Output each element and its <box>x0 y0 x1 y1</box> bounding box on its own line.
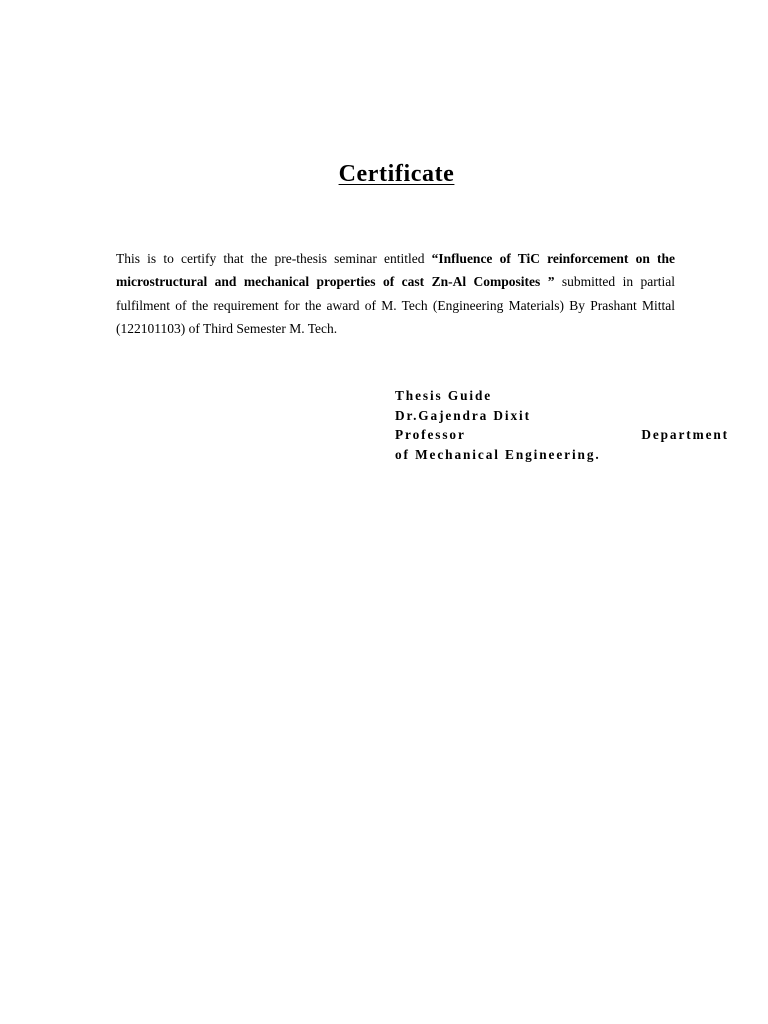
guide-name: Dr.Gajendra Dixit <box>395 407 531 423</box>
department-word: Department <box>641 427 729 443</box>
signature-block <box>395 386 729 465</box>
certificate-paragraph <box>116 247 675 340</box>
paragraph-intro: This is to certify that the pre-thesis seminar entitled <box>116 251 432 266</box>
department-name: of Mechanical Engineering. <box>395 447 601 463</box>
guide-designation: Professor <box>395 427 466 443</box>
certificate-title <box>0 161 768 188</box>
guide-role: Thesis Guide <box>395 388 493 403</box>
certificate-title-text: Certificate <box>338 161 455 187</box>
thesis-title: “Influence of TiC reinforcement on the microstructural and mechanical properties of cast Zn-Al Composites ” <box>116 251 675 290</box>
paragraph-continuation: submitted in partial fulfilment of the requirement for the award of M. Tech (Engineering Materials) By Prashant Mittal (122101103) of Third Semester M. Tech. <box>116 274 675 336</box>
designation-line <box>395 425 729 445</box>
